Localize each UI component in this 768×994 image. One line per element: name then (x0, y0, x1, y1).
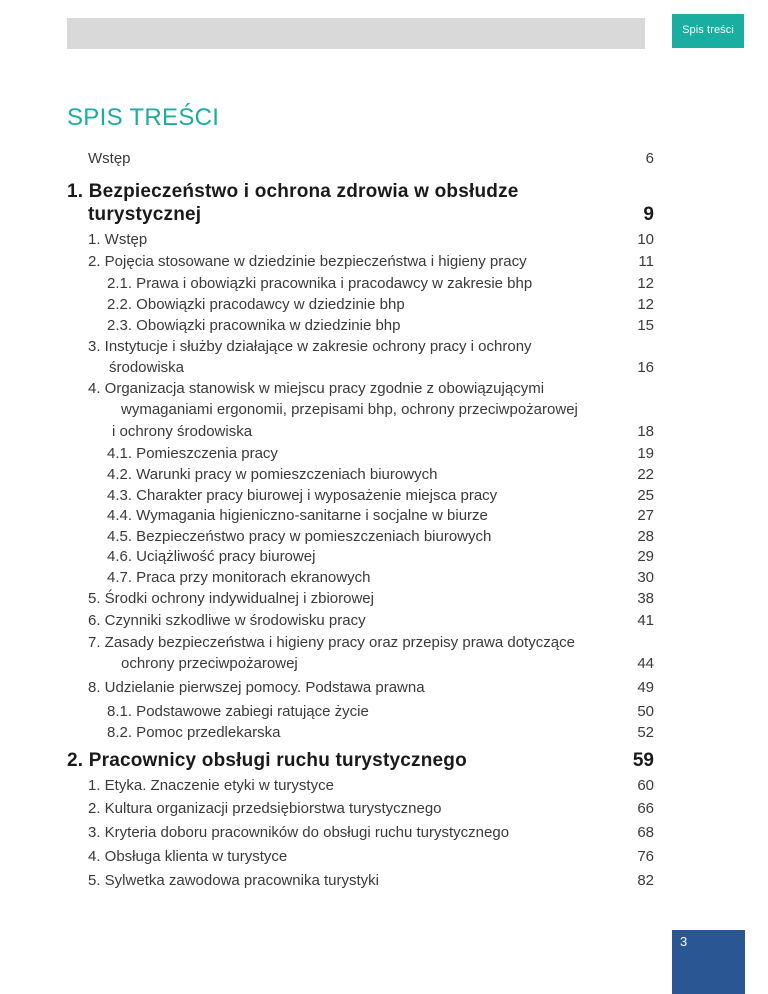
toc-entry[interactable]: 4.3. Charakter pracy biurowej i wyposażenie miejsca pracy (107, 487, 498, 504)
toc-page: 29 (637, 548, 654, 565)
chapter-1-title-cont[interactable]: turystycznej (88, 204, 202, 225)
toc-entry[interactable]: 1. Wstęp (88, 231, 148, 248)
toc-page: 27 (637, 507, 654, 524)
toc-page: 22 (637, 466, 654, 483)
toc-entry[interactable]: 4.1. Pomieszczenia pracy (107, 445, 278, 462)
toc-page: 50 (637, 703, 654, 720)
toc-page: 19 (637, 445, 654, 462)
toc-page: 52 (637, 724, 654, 741)
header-bar (67, 18, 645, 49)
page-number: 3 (672, 930, 745, 994)
toc-page: 68 (637, 824, 654, 841)
toc-entry[interactable]: 6. Czynniki szkodliwe w środowisku pracy (88, 612, 366, 629)
toc-page: 82 (637, 872, 654, 889)
toc-entry[interactable]: 4.4. Wymagania higieniczno-sanitarne i socjalne w biurze (107, 507, 488, 524)
section-tab: Spis treści (672, 14, 744, 48)
toc-title: SPIS TREŚCI (67, 104, 220, 131)
toc-page: 10 (637, 231, 654, 248)
toc-page: 44 (637, 655, 654, 672)
toc-entry[interactable]: 4.5. Bezpieczeństwo pracy w pomieszczeniach biurowych (107, 528, 492, 545)
toc-page: 15 (637, 317, 654, 334)
toc-page: 76 (637, 848, 654, 865)
toc-page: 12 (637, 296, 654, 313)
chapter-2-title[interactable]: 2. Pracownicy obsługi ruchu turystycznego (67, 750, 467, 771)
toc-page: 41 (637, 612, 654, 629)
toc-entry[interactable]: 4. Organizacja stanowisk w miejscu pracy zgodnie z obowiązującymi (88, 380, 545, 397)
toc-entry[interactable]: 1. Etyka. Znaczenie etyki w turystyce (88, 777, 334, 794)
toc-page: 28 (637, 528, 654, 545)
toc-entry[interactable]: 2.2. Obowiązki pracodawcy w dziedzinie bhp (107, 296, 405, 313)
toc-page: 25 (637, 487, 654, 504)
toc-page: 66 (637, 800, 654, 817)
toc-entry[interactable]: 8. Udzielanie pierwszej pomocy. Podstawa prawna (88, 679, 425, 696)
toc-page: 49 (637, 679, 654, 696)
chapter-1-page: 9 (643, 204, 654, 225)
toc-entry[interactable]: 2. Kultura organizacji przedsiębiorstwa turystycznego (88, 800, 442, 817)
toc-entry[interactable]: 3. Kryteria doboru pracowników do obsługi ruchu turystycznego (88, 824, 510, 841)
toc-entry-cont[interactable]: wymaganiami ergonomii, przepisami bhp, ochrony przeciwpożarowej (121, 401, 578, 418)
toc-page: 60 (637, 777, 654, 794)
toc-entry[interactable]: 8.2. Pomoc przedlekarska (107, 724, 281, 741)
chapter-1-title[interactable]: 1. Bezpieczeństwo i ochrona zdrowia w obsłudze (67, 181, 519, 202)
toc-entry[interactable]: 4.7. Praca przy monitorach ekranowych (107, 569, 371, 586)
toc-page: 38 (637, 590, 654, 607)
toc-page: 11 (638, 253, 654, 270)
toc-entry-cont[interactable]: i ochrony środowiska (112, 423, 253, 440)
toc-entry[interactable]: 4.6. Uciążliwość pracy biurowej (107, 548, 316, 565)
toc-entry[interactable]: 7. Zasady bezpieczeństwa i higieny pracy oraz przepisy prawa dotyczące (88, 634, 575, 651)
toc-entry[interactable]: 2.1. Prawa i obowiązki pracownika i pracodawcy w zakresie bhp (107, 275, 533, 292)
toc-entry[interactable]: 5. Sylwetka zawodowa pracownika turystyki (88, 872, 379, 889)
toc-entry-cont[interactable]: środowiska (109, 359, 185, 376)
toc-entry[interactable]: 2. Pojęcia stosowane w dziedzinie bezpieczeństwa i higieny pracy (88, 253, 527, 270)
toc-page: 18 (637, 423, 654, 440)
toc-page-intro: 6 (645, 150, 654, 167)
toc-page: 12 (637, 275, 654, 292)
toc-entry[interactable]: 2.3. Obowiązki pracownika w dziedzinie bhp (107, 317, 401, 334)
toc-entry-intro[interactable]: Wstęp (88, 150, 131, 167)
toc-entry[interactable]: 8.1. Podstawowe zabiegi ratujące życie (107, 703, 369, 720)
toc-entry[interactable]: 4. Obsługa klienta w turystyce (88, 848, 288, 865)
toc-page: 16 (637, 359, 654, 376)
toc-entry[interactable]: 4.2. Warunki pracy w pomieszczeniach biurowych (107, 466, 438, 483)
toc-page: 30 (637, 569, 654, 586)
toc-entry[interactable]: 3. Instytucje i służby działające w zakresie ochrony pracy i ochrony (88, 338, 532, 355)
toc-entry[interactable]: 5. Środki ochrony indywidualnej i zbiorowej (88, 590, 374, 607)
chapter-2-page: 59 (632, 750, 654, 771)
toc-entry-cont[interactable]: ochrony przeciwpożarowej (121, 655, 298, 672)
